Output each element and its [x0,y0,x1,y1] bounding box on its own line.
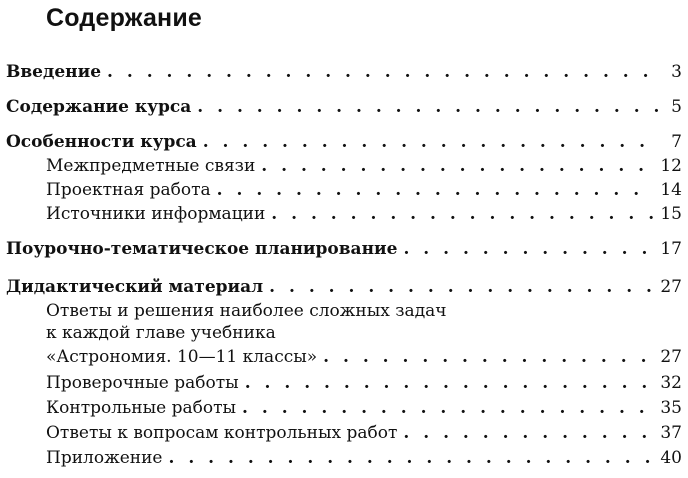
dot-leader [403,237,654,261]
toc-entry-didactic-material[interactable] [6,275,682,299]
toc-entry-title: Особенности курса [6,132,197,152]
toc-page-number: 27 [660,347,682,367]
dot-leader [169,446,655,470]
toc-entry-title: Ответы к вопросам контрольных работ [46,423,398,443]
toc-entry-check-works[interactable] [46,371,682,395]
toc-entry-title: Источники информации [46,204,266,224]
toc-page-number: 35 [660,398,682,418]
toc-page-number: 27 [660,277,682,297]
toc-entry-introduction[interactable] [6,60,682,84]
dot-leader [242,396,654,420]
toc-entry-project-work[interactable] [46,178,682,202]
toc-entry-title: Введение [6,62,102,82]
dot-leader [217,178,655,202]
toc-page-number: 7 [671,132,682,152]
toc-page-number: 3 [671,62,682,82]
toc-page-number: 14 [660,180,682,200]
dot-leader [271,202,654,226]
toc-entry-appendix[interactable] [46,446,682,470]
toc-page-number: 5 [671,97,682,117]
dot-leader [245,371,655,395]
toc-page-number: 15 [660,204,682,224]
toc-page-number: 40 [660,448,682,468]
dot-leader [197,95,660,119]
toc-entry-answers-line-2: к каждой главе учебника [46,323,276,343]
toc-entry-answers-solutions[interactable] [46,345,682,369]
dot-leader [261,154,654,178]
toc-page-number: 32 [660,373,682,393]
page-title: Содержание [46,4,203,32]
dot-leader [107,60,660,84]
dot-leader [323,345,654,369]
toc-entry-information-sources[interactable] [46,202,682,226]
toc-entry-control-works[interactable] [46,396,682,420]
toc-entry-course-features[interactable] [6,130,682,154]
toc-page-number: 37 [660,423,682,443]
toc-entry-title: Контрольные работы [46,398,237,418]
dot-leader [269,275,654,299]
toc-entry-control-answers[interactable] [46,421,682,445]
toc-entry-interdisciplinary-links[interactable] [46,154,682,178]
dot-leader [403,421,654,445]
toc-entry-title: Поурочно-тематическое планирование [6,239,398,259]
toc-entry-course-content[interactable] [6,95,682,119]
toc-entry-title: «Астрономия. 10—11 классы» [46,347,318,367]
dot-leader [203,130,660,154]
toc-entry-title: Проектная работа [46,180,211,200]
toc-entry-title: Проверочные работы [46,373,239,393]
toc-entry-title: Содержание курса [6,97,192,117]
toc-entry-title: Межпредметные связи [46,156,256,176]
toc-page-number: 17 [660,239,682,259]
toc-entry-lesson-planning[interactable] [6,237,682,261]
toc-entry-title: Приложение [46,448,163,468]
toc-entry-answers-line-1: Ответы и решения наиболее сложных задач [46,301,447,321]
toc-page-number: 12 [660,156,682,176]
toc-entry-title: Дидактический материал [6,277,264,297]
